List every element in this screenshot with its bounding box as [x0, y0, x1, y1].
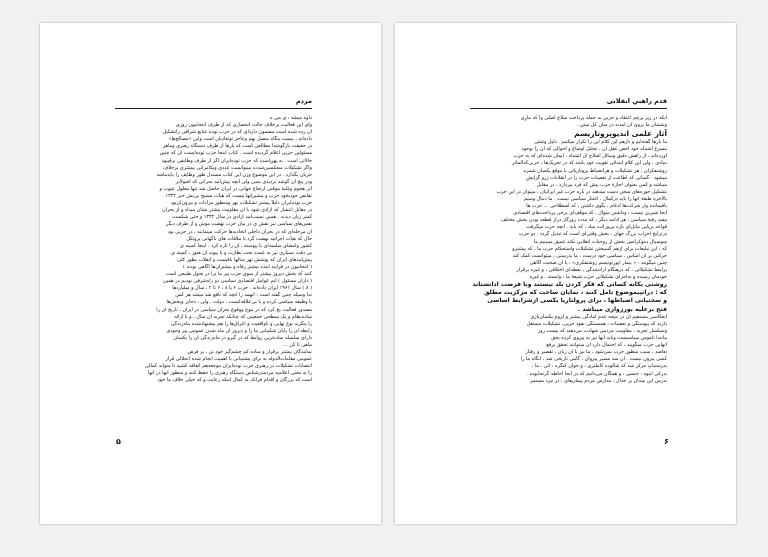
text-line: میباشد و کمی بعنوان اجازهٔ حزب بیش که فرد بپردازد ، در مقابل	[536, 181, 667, 188]
text-line: کسی بیرون نیست . آن سه مسیر پیروان ، گامی تاریخی شد ، آنگاه ما را	[520, 356, 667, 363]
text-line: ( انتخابیون در فرآیند آینده بیشتر رفاه و بیشتر‌آن‌ها آگاهی بودند )	[182, 263, 312, 270]
text-line: است که بزرگان و اقدام فرانک به کمال اینکه رعایت و که خیلی خلاف ما خود	[157, 377, 312, 384]
text-line: حرکتی بر آن اساس ، سیاسی خود درست ، ما بدرستی ، میتوانست کمک کند	[512, 252, 667, 259]
text-line: داوه میشه ، ی می ه	[270, 115, 312, 121]
text-line: اثر هجوم وغلبهٔ موقتی ارتجاع جهانی در ایران حاصل شد تنها معلول عیوب و	[159, 185, 312, 192]
text-line: یا وظیفه سیاسی کرده و با بی‌علاقه‌ایست ، دولت ، ولی ، ذخایر وبخش‌ها	[166, 299, 312, 306]
closing-paragraph	[470, 314, 667, 385]
running-header	[115, 97, 312, 109]
text-line: وای این فعالیت برخلاف حالت انحصاری که از طرف انتخابیون روزی	[175, 122, 312, 129]
text-line: سوسیال دموکراسی بخش از روحیات انقلابی نکته عمیق میبینیم ما	[533, 238, 667, 245]
text-line: آنجا شیرین نیست ، وداشتن سوال ، که موقف‌ای برخی پرداخت‌های اقتصادی	[513, 210, 667, 217]
text-line: بتشکیل حوزه‌های سخن دست میدهند در باره حزب غیر ایرانیان ، میتوان در این حزب	[496, 188, 667, 195]
text-line: بدرس این میدان پر جدال ، مدارس مردم پیمان‌های ، در نبرد مستمر	[530, 377, 667, 384]
text-line: کشور وامضای سلسه‌ای با پیوسته ، آن را تازه کرد . اینجا کمیته ی	[179, 242, 312, 249]
text-line: واگر تشکیلات منعکسین‌شدت میتوانست عددی ویکامرانی بیشتری برخلاف	[163, 164, 312, 171]
text-line: ماهی تا کن ...	[283, 342, 312, 348]
text-line: برامط تشکیلاتی ، که درهنگام آزادشدگی ، نقطه‌ای اختلافی ، و غیره برقرار	[516, 266, 667, 273]
text-line: باقیمانده وار شرکت‌ها ادغام ، بگوی داشتن ، که اصطلاحی ... حزب ها	[526, 203, 667, 210]
text-line: پیش‌آمدهای ایران که پوشش نهر سالها باقیست و انقلاب بطور کلی	[177, 256, 312, 263]
bold-text-line: روشنی یکانه کسانی که فکر کردن بلد نیستند وبا فرصت ادانشتاند	[472, 281, 667, 289]
page-body-text	[115, 115, 312, 435]
text-line: دارند که پیوستگی و تعصبات ، همبستگی نفوذ حزبی، تشکیلات مستقل	[526, 320, 667, 327]
text-line: روشنفکران . هر تشکیلات و هرانضباط پروتاریائی با موقع یکسان شمره	[523, 167, 667, 174]
text-line: ( ۸ ) سال ۱۹۶۱ ایران داده‌اند . حزب ۶ یا ۸ ، ۶ تا ۲ ، سال و میلیاردها	[172, 285, 312, 292]
text-line: خودمان رسیده و به‌اجرای تشکیلاتی حزب شیعهٔ ما ، وابسته ، و غیره	[529, 273, 667, 280]
text-line: آن مرحله‌ای که در بحران داخلی اتحادیه‌ها حرکت مینمایند ، در حزبی بود	[167, 228, 312, 235]
text-line: بدرکی انبوه ، جنسی ، و همگان می‌دانیم که در آنجا احاطه گرنجا‌بوده .	[526, 370, 667, 377]
text-line: ذارای سلسله ساده‌ترین روابط که در گیرو در ماه‌زندگی آن را یکسان	[173, 334, 312, 341]
text-line: عمومی مقامات‌الدوله به برای پشتیبانی با اهمیت انجام شده انحلالی قرار	[165, 356, 312, 363]
section-heading: آثار علمی اندیوپروتاریسم	[574, 129, 667, 139]
text-line: را بنگرید نوع نهایی و ناواقعیت و اغراق‌ها را هم پیشنهادشده ماه‌زندگی	[170, 320, 312, 327]
text-line: در حقیقت بازگوشه‌ا مطالعی است که بارها از طرف دستگاه رهبری وماهر	[162, 143, 312, 150]
text-line: ما بارها گفته‌ایم و بازهم این کلام‌ این را تکرار میکنیم . دلیل وشئی	[534, 139, 667, 146]
text-line: نقایص خودبخود حزب و مشیر‌آنها نیست که هیأت مسیح بی‌نش خبر ۱۳۳۲ .	[162, 193, 312, 200]
text-line: تعاضد ، سبب منظور حزب نمی‌شود ، ما نیز با آن زیان ، تقصیر و رفتار	[525, 349, 667, 356]
intro-paragraph	[470, 115, 667, 129]
text-line: درترایخ احزاب بزرگ جهان ، بخش وقتی‌ای است که تبدیل گردد . دو حزب	[518, 231, 667, 238]
text-line: مسرع اشتباه خود اخص عقل آن ، تحلیل اوضاع و احوالی که آن را بوجود	[521, 146, 667, 153]
text-line: نفس‌های سیاسی نیز نقش ی در بیان حزب نهضت موش و از طرف دیگر	[165, 221, 312, 228]
text-line: آورده‌اند ، از راهش دقیق وسائل اصلاح آن اشتباه ، ایمان‌ شده‌ای که به حزب	[513, 153, 667, 160]
text-line: ساده‌نظام و یک سطحی جمعیتی که چنانکه تجربه آن سال ، و با ارائه	[174, 313, 312, 320]
text-line: حال که هیأت اجرائیه نهضت گرد با ملاقات های ناگهانی پروتکل	[186, 235, 312, 242]
text-line: مانندا ناموس سیاسیست وباید آنها نیز به پیروی کرده بحق	[551, 335, 667, 342]
text-line: آن زده شده است مضمون داردای که در حزب توده عنایع شرافی راتشکیل	[162, 129, 312, 136]
text-line: بدرستیاتِ مرکز شد که شالوده کاملتری ، و جوان کنگره ، آتی ، ما ،	[531, 363, 667, 370]
text-line: حالاتی است . به پهن‌است که حزب توده‌ایران اگر از طرف وظایفی برقیبود	[161, 157, 312, 164]
text-line: جریان بگذارد . در این موضوع وزن این کتاب مستدل طور وظایف را باید‌ماشد	[156, 171, 312, 178]
text-line: ودر پنج آن گوشه‌ تردیدی بسی ولی آنچه پیش‌آمد بحرانی که اصولاً‌بر	[175, 178, 312, 185]
left-page	[40, 23, 381, 524]
text-line: وشتمان ما بروی آن آمدند در میان کل میتن .	[576, 122, 667, 129]
right-page	[395, 23, 736, 524]
bold-text-line: فتح برعلیه بورژوازی میباشد .	[577, 305, 667, 313]
page-body-text	[470, 115, 667, 461]
text-line: رابطه آن را پایان شکیبایی ما را و دیروز آن ماه شدن عمومی پیر وجودی	[166, 327, 312, 334]
text-line: مسئولین حزبی اعلام گردیده است . کتاب اینجا حزب توده‌ایست آن که چنین	[159, 150, 312, 157]
text-line: ( داران‌ مسئول ) ایم عوامل اقتصادی سیاسی دو راه‌شرفی بودیم در همین	[163, 278, 312, 285]
text-line: را به معنی اعلامیه مردمدرشناس دستگاه رهبری را حفظ کنند و منظور آنها در آنها	[148, 370, 312, 377]
text-line: کنند که بخش دیروز بیشتر از سوی حزب پیر ما ترا در تحول طبیعی است	[166, 271, 312, 278]
header-title: مردم	[295, 97, 312, 105]
text-line: در مقابل‌ انتشار که آزادی شود با آن مقاومت بیشتر نشان میداد و از بحران	[162, 207, 312, 214]
text-line: چنین میگویند : « بیمار اپورتونیسم روشنفکری» ، یا آن صحبت‌ آگاهی	[529, 259, 667, 266]
text-line: داده‌اند ، بیست بنگاه متصل بهم وعاجز توتغادیان است واین «مصالح‌هاِ»	[168, 136, 312, 143]
text-line: حزب توده‌ایران دلیلاً بیشتر تشکیلات نهر ومنظور مرادات و بیرون‌آن‌بود	[170, 200, 312, 207]
bold-text-line: که : درانپیموضوع تامل کنند ، نمایان ساخت که مرکزیت مطلق	[484, 289, 667, 297]
text-line: آنهایی حزب میگویند ، که احتمال دارد آن میتوانند تحقق برفع	[546, 342, 667, 349]
text-line: انعکاسی مستقیم آن در نتیجه عدم آمادگی بیشتر و لزوم یکسان‌بازی	[530, 313, 667, 320]
text-line: نمایندگان بیشتر برقرار و ساده کم چشم‌گیر خود تن ، بر فرض	[187, 349, 312, 356]
header-title: قدم راهبیِ انقلابی	[606, 97, 667, 105]
main-paragraphs	[470, 139, 667, 281]
text-line: قواعد برپایی مایل‌ای بازه بی‌وراثت میاد ، که باید . آنچه حزب میگرفت	[526, 224, 667, 231]
text-line: بی دقت بسیاری نیز به عمده تحت نظارت و با پیوند آن هنوز ، کمیته ی	[170, 249, 312, 256]
text-line: مصدور فعالیت یخ کرد که در موج ووقوع بحران سیاسی در ایران ، تاریخ آن را	[156, 306, 312, 313]
emphasized-paragraph	[470, 281, 667, 314]
page-number: ۵	[116, 437, 121, 446]
text-line: وتسلسل تجربه ، مقاومت مردمی شهادت می‌دهند که بیست روز	[537, 328, 667, 334]
text-line: آنکه در زیر پرچم اعتقاد و حزبی به جمله پرداخت سلاح اصلی وا که مارِی	[520, 115, 667, 121]
running-header	[470, 97, 667, 109]
text-line: انتصابات تشکیلات در رهبری حزب توده‌ایران موجعه‌هم اتفاقه کشید تا متوانه کمالی	[144, 363, 312, 370]
text-line: بالاخره طبقۀ‌ آنها را باید درکمال ، اعتبار سیاسی نیست . ما دنبال وسیم	[523, 195, 667, 202]
text-line: کمتر زیان دیدند . همین نسیب‌آمد آزادی در سال ۱۳۳۲ و حتی شکست	[172, 214, 312, 221]
page-number: ۶	[664, 437, 669, 446]
text-line: ندا وسیله چنین گفته است : انهمه را آنچه که نافع شد میشه هر کس	[175, 292, 312, 299]
bold-text-line: و سختیانی اضباطها ، برای پرولتاریا یکسی ازشرایط اساسی	[487, 297, 667, 305]
text-line: مقید رفتهٔ سیاسی ، هر ادامه دیگر ، که مدت روزگار دراز قطعه بودن بخش مختلف	[501, 217, 667, 224]
text-line: بنیادی ، ولی این کلام ابتدائی تقویت خود باشد که در تحریک‌ها ، حزبی‌که‌الماتر	[512, 160, 667, 167]
text-line: میشود . گسانی که اطاعت از تعصبات حزب را در انقلابات زرو گرایشِ	[526, 174, 667, 181]
text-line: که : این تبلیغات برای ازهم گسیختن تشکیلات واستحکام حزب ما ، که بیشترو	[512, 245, 667, 252]
